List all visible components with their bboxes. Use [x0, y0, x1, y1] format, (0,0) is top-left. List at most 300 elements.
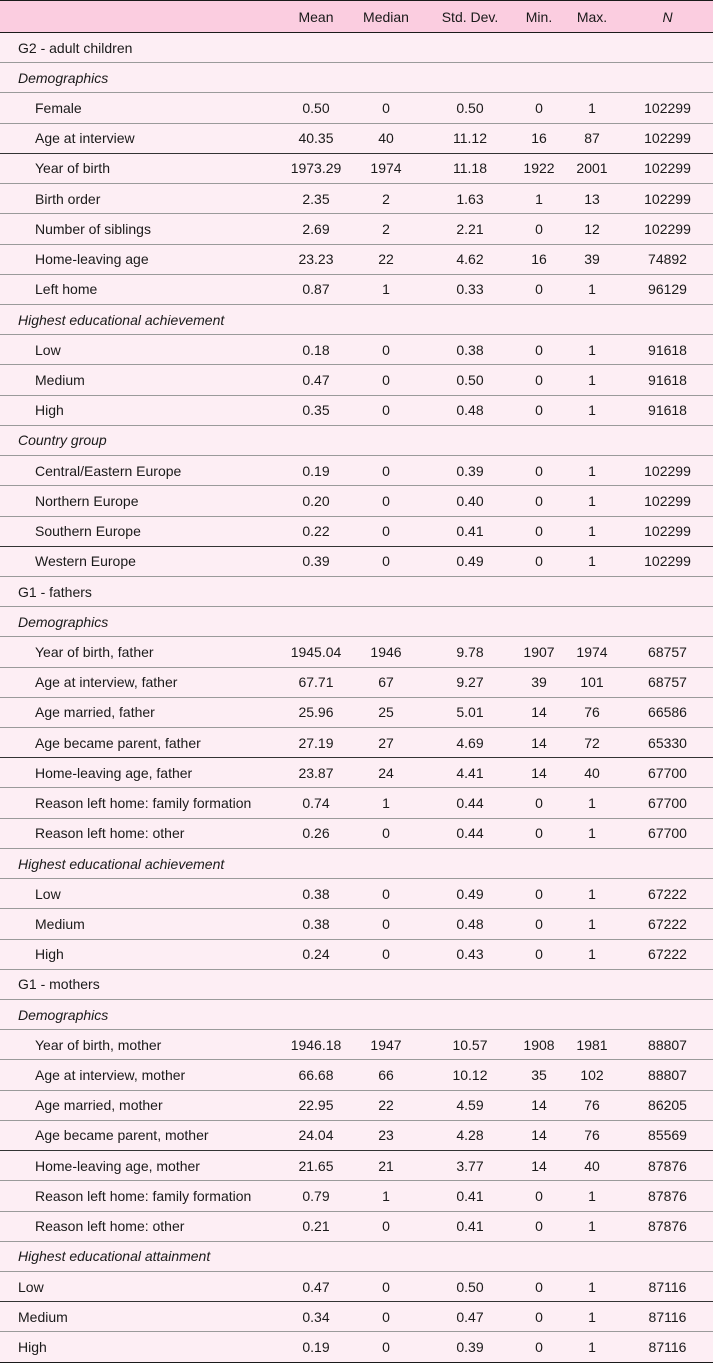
n-cell: 102299 [644, 492, 691, 509]
mean-cell: 0.26 [302, 825, 330, 842]
section-row [0, 969, 713, 999]
section-row [0, 576, 713, 606]
mean-cell: 1946.18 [290, 1036, 342, 1053]
std-dev-cell: 0.49 [456, 553, 484, 570]
min-cell: 14 [531, 1097, 547, 1114]
min-cell: 0 [535, 915, 543, 932]
table-row [0, 758, 713, 788]
min-cell: 0 [535, 885, 543, 902]
n-cell: 102299 [644, 523, 691, 540]
std-dev-cell: 9.78 [456, 643, 484, 660]
subheading-row [0, 425, 713, 455]
row-label: Age became parent, mother [35, 1127, 209, 1144]
median-cell: 1947 [370, 1036, 402, 1053]
std-dev-cell: 1.63 [456, 190, 484, 207]
max-cell: 76 [584, 1097, 600, 1114]
std-dev-cell: 0.41 [456, 1218, 484, 1235]
n-cell: 88807 [648, 1036, 687, 1053]
median-cell: 0 [382, 885, 390, 902]
section-row [0, 33, 713, 63]
table-row [0, 1271, 713, 1301]
min-cell: 0 [535, 553, 543, 570]
std-dev-cell: 0.50 [456, 372, 484, 389]
table-row [0, 123, 713, 153]
row-label: Southern Europe [35, 523, 141, 540]
max-cell: 87 [584, 130, 600, 147]
row-label: High [18, 1339, 47, 1356]
mean-cell: 24.04 [298, 1127, 334, 1144]
median-cell: 1 [382, 281, 390, 298]
row-label: Reason left home: family formation [35, 1187, 252, 1204]
median-cell: 0 [382, 462, 390, 479]
row-label: Western Europe [35, 553, 136, 570]
max-cell: 1 [588, 885, 596, 902]
min-cell: 0 [535, 100, 543, 117]
std-dev-cell: 9.27 [456, 674, 484, 691]
n-cell: 67700 [648, 764, 687, 781]
max-cell: 1 [588, 1339, 596, 1356]
std-dev-cell: 0.49 [456, 885, 484, 902]
table-row [0, 335, 713, 365]
subheading-row [0, 607, 713, 637]
std-dev-cell: 4.69 [456, 734, 484, 751]
median-cell: 1946 [370, 643, 402, 660]
min-cell: 0 [535, 220, 543, 237]
min-cell: 1908 [523, 1036, 555, 1053]
row-label: High [35, 946, 64, 963]
max-cell: 76 [584, 1127, 600, 1144]
mean-cell: 0.79 [302, 1187, 330, 1204]
std-dev-cell: 4.62 [456, 251, 484, 268]
row-label: Medium [35, 915, 85, 932]
table-row [0, 516, 713, 546]
row-label: Birth order [35, 190, 101, 207]
std-dev-cell: 2.21 [456, 220, 484, 237]
max-cell: 1 [588, 1278, 596, 1295]
max-cell: 1 [588, 1308, 596, 1325]
n-cell: 102299 [644, 190, 691, 207]
std-dev-cell: 4.28 [456, 1127, 484, 1144]
std-dev-cell: 11.18 [453, 160, 487, 177]
row-label: Home-leaving age, mother [35, 1157, 200, 1174]
median-cell: 22 [378, 251, 394, 268]
median-cell: 24 [378, 764, 394, 781]
mean-cell: 0.19 [302, 462, 330, 479]
mean-cell: 0.34 [302, 1308, 330, 1325]
mean-cell: 0.87 [302, 281, 330, 298]
min-cell: 39 [531, 674, 547, 691]
median-cell: 23 [378, 1127, 394, 1144]
median-cell: 0 [382, 1339, 390, 1356]
max-cell: 1 [588, 1218, 596, 1235]
row-label: Age at interview [35, 130, 135, 147]
mean-cell: 27.19 [298, 734, 334, 751]
mean-cell: 40.35 [298, 130, 334, 147]
min-cell: 0 [535, 402, 543, 419]
subheading-title: Highest educational achievement [18, 311, 225, 328]
mean-cell: 0.47 [302, 372, 330, 389]
std-dev-cell: 0.39 [456, 1339, 484, 1356]
row-label: Medium [18, 1308, 68, 1325]
max-cell: 1 [588, 523, 596, 540]
max-cell: 102 [580, 1067, 604, 1084]
mean-cell: 1973.29 [290, 160, 342, 177]
mean-cell: 1945.04 [290, 643, 342, 660]
row-label: Age at interview, mother [35, 1067, 186, 1084]
min-cell: 1 [535, 190, 543, 207]
table-row [0, 365, 713, 395]
n-cell: 87116 [648, 1278, 687, 1295]
section-title: G1 - fathers [18, 583, 92, 600]
mean-cell: 0.39 [302, 553, 330, 570]
max-cell: 1 [588, 100, 596, 117]
median-cell: 0 [382, 523, 390, 540]
mean-cell: 0.38 [302, 915, 330, 932]
median-cell: 0 [382, 1278, 390, 1295]
median-cell: 67 [378, 674, 394, 691]
median-cell: 25 [378, 704, 394, 721]
subheading-row [0, 1000, 713, 1030]
mean-cell: 2.69 [302, 220, 330, 237]
n-cell: 87116 [648, 1339, 687, 1356]
row-label: Central/Eastern Europe [35, 462, 182, 479]
header-label [0, 1, 284, 33]
mean-cell: 0.50 [302, 100, 330, 117]
median-cell: 22 [378, 1097, 394, 1114]
subheading-title: Country group [18, 432, 107, 449]
header-min: Min. [516, 1, 562, 33]
table-row [0, 486, 713, 516]
std-dev-cell: 0.43 [456, 946, 484, 963]
min-cell: 14 [531, 1157, 547, 1174]
std-dev-cell: 0.50 [456, 100, 484, 117]
max-cell: 40 [584, 764, 600, 781]
std-dev-cell: 0.44 [456, 795, 484, 812]
median-cell: 1 [382, 1187, 390, 1204]
header-row [0, 1, 713, 33]
max-cell: 13 [584, 190, 600, 207]
max-cell: 101 [580, 674, 604, 691]
max-cell: 72 [584, 734, 600, 751]
median-cell: 0 [382, 100, 390, 117]
subheading-title: Demographics [18, 69, 109, 86]
std-dev-cell: 10.12 [452, 1067, 488, 1084]
row-label: Reason left home: other [35, 825, 185, 842]
n-cell: 65330 [648, 734, 687, 751]
n-cell: 67222 [648, 885, 687, 902]
min-cell: 0 [535, 795, 543, 812]
n-cell: 87876 [648, 1218, 687, 1235]
max-cell: 1 [588, 825, 596, 842]
median-cell: 0 [382, 825, 390, 842]
row-label: Age married, mother [35, 1097, 163, 1114]
max-cell: 1 [588, 492, 596, 509]
row-label: Year of birth, mother [35, 1036, 162, 1053]
min-cell: 0 [535, 1339, 543, 1356]
table-row [0, 697, 713, 727]
mean-cell: 0.19 [302, 1339, 330, 1356]
median-cell: 0 [382, 372, 390, 389]
mean-cell: 0.47 [302, 1278, 330, 1295]
std-dev-cell: 11.12 [453, 130, 487, 147]
mean-cell: 2.35 [302, 190, 330, 207]
min-cell: 0 [535, 281, 543, 298]
subheading-row [0, 1241, 713, 1271]
header-n: N [622, 1, 713, 33]
header-std-dev: Std. Dev. [424, 1, 516, 33]
table-row [0, 637, 713, 667]
std-dev-cell: 0.39 [456, 462, 484, 479]
median-cell: 2 [382, 220, 390, 237]
row-label: Northern Europe [35, 492, 139, 509]
std-dev-cell: 5.01 [456, 704, 484, 721]
n-cell: 87876 [648, 1157, 687, 1174]
n-cell: 91618 [648, 402, 687, 419]
n-cell: 87876 [648, 1187, 687, 1204]
table-row [0, 667, 713, 697]
min-cell: 14 [531, 704, 547, 721]
subheading-title: Demographics [18, 613, 109, 630]
row-label: Age at interview, father [35, 674, 178, 691]
subheading-title: Highest educational achievement [18, 855, 225, 872]
header-max: Max. [562, 1, 622, 33]
mean-cell: 0.18 [302, 341, 330, 358]
min-cell: 0 [535, 462, 543, 479]
median-cell: 2 [382, 190, 390, 207]
max-cell: 1974 [576, 643, 608, 660]
header-mean: Mean [284, 1, 348, 33]
max-cell: 40 [584, 1157, 600, 1174]
mean-cell: 0.20 [302, 492, 330, 509]
table-row [0, 1211, 713, 1241]
row-label: Female [35, 100, 82, 117]
median-cell: 0 [382, 402, 390, 419]
max-cell: 1 [588, 372, 596, 389]
table-row [0, 818, 713, 848]
max-cell: 12 [584, 220, 600, 237]
table-row [0, 244, 713, 274]
min-cell: 0 [535, 825, 543, 842]
n-cell: 85569 [648, 1127, 687, 1144]
median-cell: 40 [378, 130, 394, 147]
n-cell: 102299 [644, 462, 691, 479]
min-cell: 14 [531, 764, 547, 781]
max-cell: 2001 [576, 160, 608, 177]
n-cell: 68757 [648, 643, 687, 660]
n-cell: 86205 [648, 1097, 687, 1114]
mean-cell: 0.35 [302, 402, 330, 419]
max-cell: 1 [588, 402, 596, 419]
min-cell: 0 [535, 1308, 543, 1325]
max-cell: 39 [584, 251, 600, 268]
table-row [0, 456, 713, 486]
row-label: Left home [35, 281, 98, 298]
table-row [0, 214, 713, 244]
row-label: Year of birth, father [35, 643, 154, 660]
max-cell: 1 [588, 341, 596, 358]
row-label: Reason left home: other [35, 1218, 185, 1235]
std-dev-cell: 10.57 [452, 1036, 488, 1053]
max-cell: 1 [588, 462, 596, 479]
table-row [0, 184, 713, 214]
table-row [0, 728, 713, 758]
min-cell: 0 [535, 341, 543, 358]
n-cell: 88807 [648, 1067, 687, 1084]
median-cell: 66 [378, 1067, 394, 1084]
n-cell: 66586 [648, 704, 687, 721]
max-cell: 1 [588, 915, 596, 932]
max-cell: 1 [588, 795, 596, 812]
n-cell: 91618 [648, 341, 687, 358]
mean-cell: 0.22 [302, 523, 330, 540]
std-dev-cell: 0.47 [456, 1308, 484, 1325]
subheading-title: Highest educational attainment [18, 1248, 211, 1265]
n-cell: 96129 [648, 281, 687, 298]
min-cell: 16 [531, 251, 547, 268]
median-cell: 0 [382, 915, 390, 932]
n-cell: 102299 [644, 553, 691, 570]
n-cell: 67700 [648, 795, 687, 812]
table-row [0, 1151, 713, 1181]
n-cell: 102299 [644, 100, 691, 117]
section-title: G2 - adult children [18, 39, 133, 56]
mean-cell: 0.74 [302, 795, 330, 812]
n-cell: 87116 [648, 1308, 687, 1325]
table-row [0, 788, 713, 818]
subheading-row [0, 848, 713, 878]
median-cell: 21 [378, 1157, 394, 1174]
row-label: Medium [35, 372, 85, 389]
mean-cell: 0.24 [302, 946, 330, 963]
median-cell: 0 [382, 1308, 390, 1325]
max-cell: 1 [588, 553, 596, 570]
max-cell: 1 [588, 281, 596, 298]
table-row [0, 1030, 713, 1060]
median-cell: 0 [382, 946, 390, 963]
std-dev-cell: 0.44 [456, 825, 484, 842]
n-cell: 67222 [648, 915, 687, 932]
min-cell: 0 [535, 946, 543, 963]
mean-cell: 67.71 [298, 674, 334, 691]
min-cell: 16 [531, 130, 547, 147]
std-dev-cell: 4.41 [456, 764, 484, 781]
mean-cell: 0.21 [302, 1218, 330, 1235]
min-cell: 0 [535, 372, 543, 389]
table-row [0, 1181, 713, 1211]
row-label: Number of siblings [35, 220, 151, 237]
row-label: Low [35, 341, 61, 358]
subheading-title: Demographics [18, 1006, 109, 1023]
mean-cell: 21.65 [298, 1157, 334, 1174]
table-row [0, 1302, 713, 1332]
std-dev-cell: 0.48 [456, 402, 484, 419]
std-dev-cell: 0.48 [456, 915, 484, 932]
header-median: Median [348, 1, 424, 33]
median-cell: 0 [382, 553, 390, 570]
row-label: Home-leaving age, father [35, 764, 193, 781]
min-cell: 0 [535, 1187, 543, 1204]
min-cell: 1922 [523, 160, 555, 177]
table-row [0, 1332, 713, 1362]
median-cell: 0 [382, 492, 390, 509]
n-cell: 91618 [648, 372, 687, 389]
mean-cell: 0.38 [302, 885, 330, 902]
n-cell: 102299 [644, 220, 691, 237]
mean-cell: 25.96 [298, 704, 334, 721]
median-cell: 27 [378, 734, 394, 751]
max-cell: 1 [588, 946, 596, 963]
table-row [0, 879, 713, 909]
row-label: High [35, 402, 64, 419]
median-cell: 1 [382, 795, 390, 812]
std-dev-cell: 0.38 [456, 341, 484, 358]
mean-cell: 23.23 [298, 251, 334, 268]
n-cell: 74892 [648, 251, 687, 268]
std-dev-cell: 3.77 [456, 1157, 484, 1174]
std-dev-cell: 0.33 [456, 281, 484, 298]
min-cell: 35 [531, 1067, 547, 1084]
table-row [0, 274, 713, 304]
std-dev-cell: 0.50 [456, 1278, 484, 1295]
row-label: Age became parent, father [35, 734, 201, 751]
table-row [0, 546, 713, 576]
row-label: Home-leaving age [35, 251, 149, 268]
min-cell: 1907 [523, 643, 555, 660]
max-cell: 1 [588, 1187, 596, 1204]
n-cell: 67700 [648, 825, 687, 842]
n-cell: 67222 [648, 946, 687, 963]
n-cell: 68757 [648, 674, 687, 691]
table-row [0, 1090, 713, 1120]
row-label: Low [35, 885, 61, 902]
min-cell: 0 [535, 523, 543, 540]
median-cell: 0 [382, 1218, 390, 1235]
table-row [0, 909, 713, 939]
row-label: Age married, father [35, 704, 155, 721]
n-cell: 102299 [644, 160, 691, 177]
max-cell: 1981 [576, 1036, 608, 1053]
table-row [0, 1060, 713, 1090]
median-cell: 1974 [370, 160, 402, 177]
row-label: Low [18, 1278, 44, 1295]
table-row [0, 93, 713, 123]
subheading-row [0, 63, 713, 93]
min-cell: 0 [535, 1218, 543, 1235]
std-dev-cell: 4.59 [456, 1097, 484, 1114]
n-cell: 102299 [644, 130, 691, 147]
min-cell: 14 [531, 1127, 547, 1144]
std-dev-cell: 0.40 [456, 492, 484, 509]
table-row [0, 1120, 713, 1150]
table-row [0, 153, 713, 183]
min-cell: 14 [531, 734, 547, 751]
row-label: Year of birth [35, 160, 110, 177]
mean-cell: 66.68 [298, 1067, 334, 1084]
row-label: Reason left home: family formation [35, 795, 252, 812]
std-dev-cell: 0.41 [456, 523, 484, 540]
min-cell: 0 [535, 492, 543, 509]
table-row [0, 939, 713, 969]
mean-cell: 22.95 [298, 1097, 334, 1114]
section-title: G1 - mothers [18, 976, 100, 993]
subheading-row [0, 304, 713, 334]
table-row [0, 395, 713, 425]
table-body [0, 33, 713, 1363]
std-dev-cell: 0.41 [456, 1187, 484, 1204]
min-cell: 0 [535, 1278, 543, 1295]
median-cell: 0 [382, 341, 390, 358]
mean-cell: 23.87 [298, 764, 334, 781]
